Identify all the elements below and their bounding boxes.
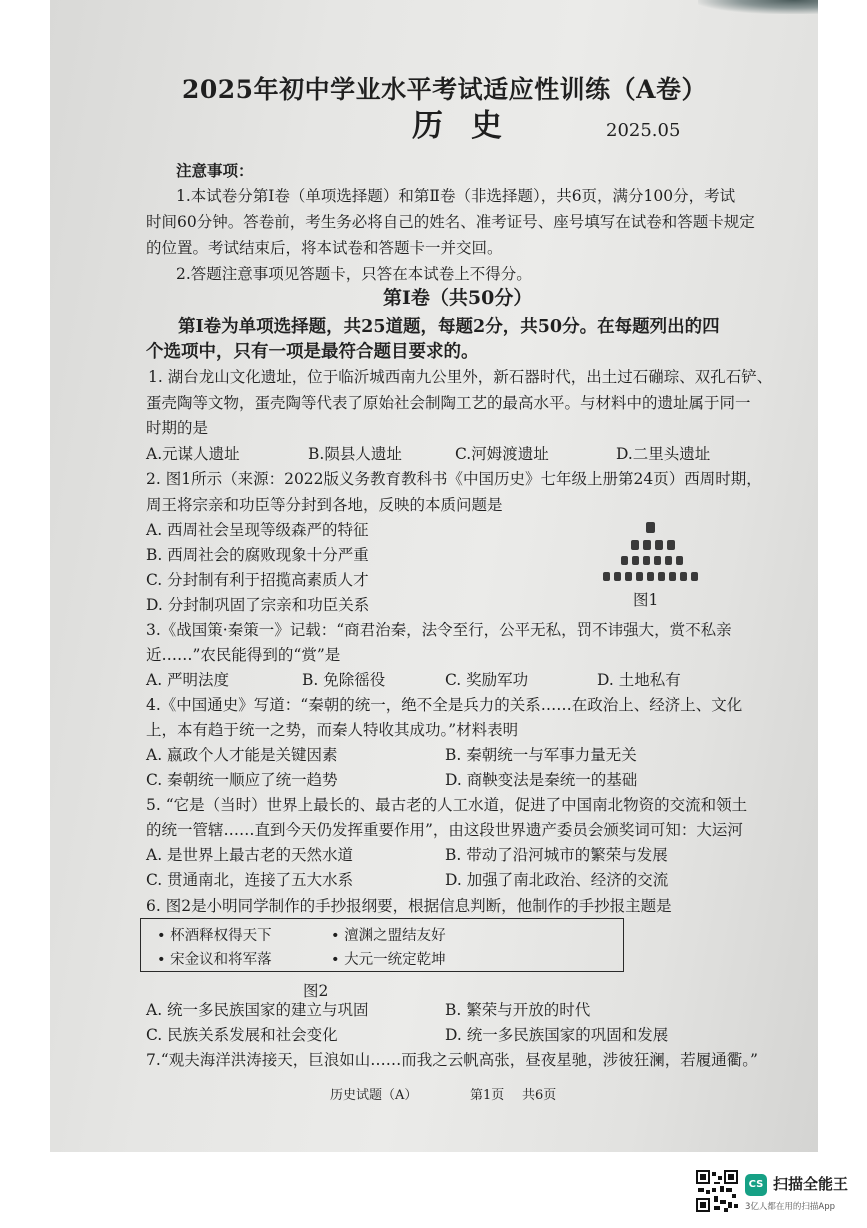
question-1-option-a: A.元谋人遗址 bbox=[146, 445, 240, 463]
question-5-option-a: A. 是世界上最古老的天然水道 bbox=[146, 846, 354, 864]
question-2-text: 2. 图1所示（来源：2022版义务教育教科书《中国历史》七年级上册第24页）西周时期， bbox=[146, 470, 762, 488]
subject-title: 历史 bbox=[412, 108, 530, 144]
section-title: 第Ⅰ卷（共50分） bbox=[383, 287, 533, 309]
scanner-app-name: 扫描全能王 bbox=[773, 1175, 849, 1193]
notice-line: 的位置。考试结束后，将本试卷和答题卡一并交回。 bbox=[146, 239, 503, 257]
question-2-option-d: D. 分封制巩固了宗亲和功臣关系 bbox=[146, 596, 370, 614]
handout-outline-box bbox=[140, 918, 624, 972]
footer-total: 共6页 bbox=[522, 1088, 557, 1103]
question-7-text: 7.“观夫海洋洪涛接天，巨浪如山……而我之云帆高张，昼夜星驰，涉彼狂澜，若履通衢。” bbox=[146, 1051, 758, 1069]
exam-title: 2025年初中学业水平考试适应性训练（A卷） bbox=[182, 75, 707, 104]
figure-1-caption: 图1 bbox=[633, 591, 659, 609]
question-6-text: 6. 图2是小明同学制作的手抄报纲要，根据信息判断，他制作的手抄报主题是 bbox=[146, 897, 672, 915]
exam-date: 2025.05 bbox=[606, 120, 681, 141]
question-4-option-a: A. 嬴政个人才能是关键因素 bbox=[146, 746, 338, 764]
question-1-text: 时期的是 bbox=[146, 419, 209, 437]
footer-subject: 历史试题（A） bbox=[330, 1088, 418, 1103]
exam-page bbox=[50, 0, 818, 1152]
question-1-text: 1. 湖台龙山文化遗址，位于临沂城西南九公里外，新石器时代，出土过石磞琮、双孔石铲、 bbox=[148, 368, 773, 386]
question-1-option-d: D.二里头遗址 bbox=[616, 445, 711, 463]
question-5-text: 5. “它是（当时）世界上最长的、最古老的人工水道，促进了中国南北物资的交流和领土 bbox=[146, 796, 748, 814]
question-4-text: 上，本有趋于统一之势，而秦人特收其成功。”材料表明 bbox=[146, 721, 519, 739]
qr-code-icon bbox=[696, 1170, 738, 1212]
outline-item: • 宋金议和将军落 bbox=[157, 952, 272, 968]
question-2-option-c: C. 分封制有利于招揽高素质人才 bbox=[146, 571, 369, 589]
question-1-option-b: B.陨县人遗址 bbox=[308, 445, 402, 463]
notice-line: 1.本试卷分第Ⅰ卷（单项选择题）和第Ⅱ卷（非选择题），共6页，满分100分，考试 bbox=[176, 187, 736, 205]
question-6-option-d: D. 统一多民族国家的巩固和发展 bbox=[445, 1026, 669, 1044]
question-3-option-d: D. 土地私有 bbox=[597, 671, 681, 689]
feudal-pyramid-figure bbox=[595, 520, 705, 584]
question-3-option-a: A. 严明法度 bbox=[146, 671, 230, 689]
scanner-app-logo: CS bbox=[745, 1174, 767, 1196]
figure-2-caption: 图2 bbox=[303, 982, 329, 1000]
question-5-option-b: B. 带动了沿河城市的繁荣与发展 bbox=[445, 846, 668, 864]
photo-artifact bbox=[698, 0, 818, 14]
question-6-option-b: B. 繁荣与开放的时代 bbox=[445, 1001, 591, 1019]
question-5-option-d: D. 加强了南北政治、经济的交流 bbox=[445, 871, 669, 889]
question-3-option-b: B. 免除徭役 bbox=[302, 671, 386, 689]
question-4-text: 4.《中国通史》写道：“秦朝的统一，绝不全是兵力的关系……在政治上、经济上、文化 bbox=[146, 696, 743, 714]
outline-item: • 澶渊之盟结友好 bbox=[331, 928, 446, 944]
question-1-text: 蛋壳陶等文物，蛋壳陶等代表了原始社会制陶工艺的最高水平。与材料中的遗址属于同一 bbox=[146, 394, 751, 412]
pyramid-figures bbox=[603, 522, 698, 581]
notice-line: 时间60分钟。答卷前，考生务必将自己的姓名、准考证号、座号填写在试卷和答题卡规定 bbox=[146, 213, 755, 231]
question-4-option-c: C. 秦朝统一顺应了统一趋势 bbox=[146, 771, 338, 789]
footer-page: 第1页 bbox=[470, 1088, 505, 1103]
question-1-option-c: C.河姆渡遗址 bbox=[455, 445, 549, 463]
notice-line: 2.答题注意事项见答题卡，只答在本试卷上不得分。 bbox=[176, 265, 532, 283]
outline-item: • 大元一统定乾坤 bbox=[331, 952, 446, 968]
question-3-text: 近……”农民能得到的“赏”是 bbox=[146, 646, 341, 664]
question-6-option-a: A. 统一多民族国家的建立与巩固 bbox=[146, 1001, 369, 1019]
section-description: 第Ⅰ卷为单项选择题，共25道题，每题2分，共50分。在每题列出的四 bbox=[178, 317, 720, 337]
notice-heading: 注意事项： bbox=[176, 161, 254, 180]
scanner-app-tagline: 3亿人都在用的扫描App bbox=[745, 1202, 836, 1212]
question-5-option-c: C. 贯通南北，连接了五大水系 bbox=[146, 871, 354, 889]
question-2-option-b: B. 西周社会的腐败现象十分严重 bbox=[146, 546, 369, 564]
outline-item: • 杯酒释权得天下 bbox=[157, 928, 272, 944]
question-6-option-c: C. 民族关系发展和社会变化 bbox=[146, 1026, 338, 1044]
question-4-option-d: D. 商鞅变法是秦统一的基础 bbox=[445, 771, 638, 789]
question-2-text: 周王将宗亲和功臣等分封到各地，反映的本质问题是 bbox=[146, 496, 503, 514]
question-3-text: 3.《战国策·秦策一》记载：“商君治秦，法令至行，公平无私，罚不讳强大，赏不私亲 bbox=[146, 621, 732, 639]
question-5-text: 的统一管辖……直到今天仍发挥重要作用”，由这段世界遗产委员会颁奖词可知：大运河 bbox=[146, 821, 743, 839]
question-4-option-b: B. 秦朝统一与军事力量无关 bbox=[445, 746, 637, 764]
question-3-option-c: C. 奖励军功 bbox=[445, 671, 529, 689]
section-description: 个选项中，只有一项是最符合题目要求的。 bbox=[146, 342, 479, 362]
question-2-option-a: A. 西周社会呈现等级森严的特征 bbox=[146, 521, 369, 539]
